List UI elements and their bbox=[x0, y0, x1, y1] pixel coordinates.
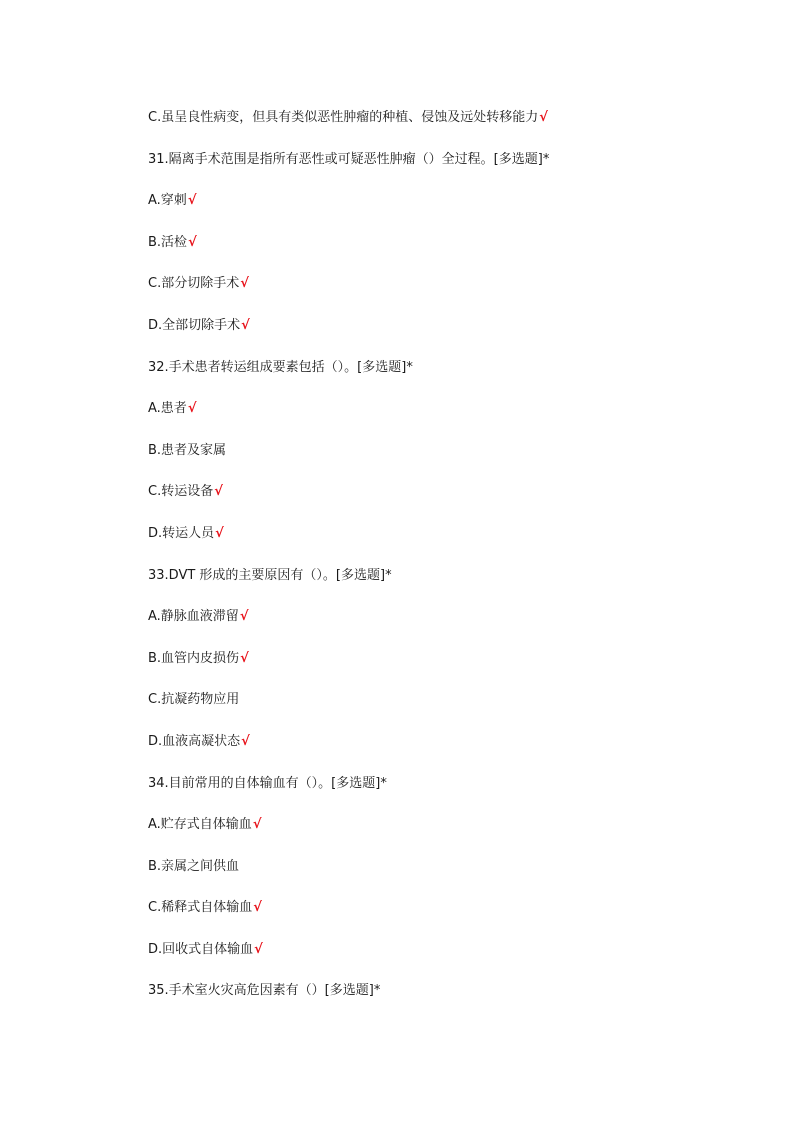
answer-option-d-q32: D.转运人员√ bbox=[148, 525, 224, 541]
correct-check-icon: √ bbox=[241, 733, 250, 749]
correct-check-icon: √ bbox=[240, 650, 249, 666]
answer-option-c-q31: C.部分切除手术√ bbox=[148, 276, 249, 292]
question-34: 34.目前常用的自体输血有（）。[多选题]* bbox=[148, 775, 387, 791]
correct-check-icon: √ bbox=[239, 609, 249, 625]
answer-option-c-q30: C.虽呈良性病变，但具有类似恶性肿瘤的种植、侵蚀及远处转移能力√ bbox=[148, 110, 548, 125]
question-33: 33.DVT 形成的主要原因有（）。[多选题]* bbox=[148, 567, 392, 583]
question-32: 32.手术患者转运组成要素包括（）。[多选题]* bbox=[148, 359, 413, 375]
correct-check-icon: √ bbox=[539, 110, 548, 125]
answer-option-c-q33: C.抗凝药物应用 bbox=[148, 692, 240, 708]
correct-check-icon: √ bbox=[187, 193, 197, 209]
answer-option-b-q34: B.亲属之间供血 bbox=[148, 858, 240, 874]
answer-option-b-q33: B.血管内皮损伤√ bbox=[148, 650, 249, 666]
answer-option-d-q34: D.回收式自体输血√ bbox=[148, 941, 263, 957]
answer-option-a-q33: A.静脉血液滞留√ bbox=[148, 609, 249, 625]
answer-option-c-q32: C.转运设备√ bbox=[148, 484, 223, 500]
answer-option-b-q32: B.患者及家属 bbox=[148, 442, 227, 458]
question-31: 31.隔离手术范围是指所有恶性或可疑恶性肿瘤（）全过程。[多选题]* bbox=[148, 151, 550, 167]
correct-check-icon: √ bbox=[254, 941, 263, 957]
correct-check-icon: √ bbox=[252, 817, 262, 833]
question-list bbox=[148, 106, 748, 1021]
answer-option-d-q31: D.全部切除手术√ bbox=[148, 317, 250, 333]
correct-check-icon: √ bbox=[188, 234, 197, 250]
answer-option-b-q31: B.活检√ bbox=[148, 234, 197, 250]
correct-check-icon: √ bbox=[215, 525, 224, 541]
answer-option-d-q33: D.血液高凝状态√ bbox=[148, 733, 250, 749]
correct-check-icon: √ bbox=[187, 401, 197, 417]
answer-option-c-q34: C.稀释式自体输血√ bbox=[148, 900, 262, 916]
correct-check-icon: √ bbox=[253, 900, 262, 916]
correct-check-icon: √ bbox=[241, 317, 250, 333]
correct-check-icon: √ bbox=[240, 276, 249, 292]
answer-option-a-q31: A.穿刺√ bbox=[148, 193, 197, 209]
answer-option-a-q32: A.患者√ bbox=[148, 401, 197, 417]
answer-option-a-q34: A.贮存式自体输血√ bbox=[148, 817, 262, 833]
correct-check-icon: √ bbox=[214, 484, 223, 500]
question-35: 35.手术室火灾高危因素有（）[多选题]* bbox=[148, 983, 381, 999]
